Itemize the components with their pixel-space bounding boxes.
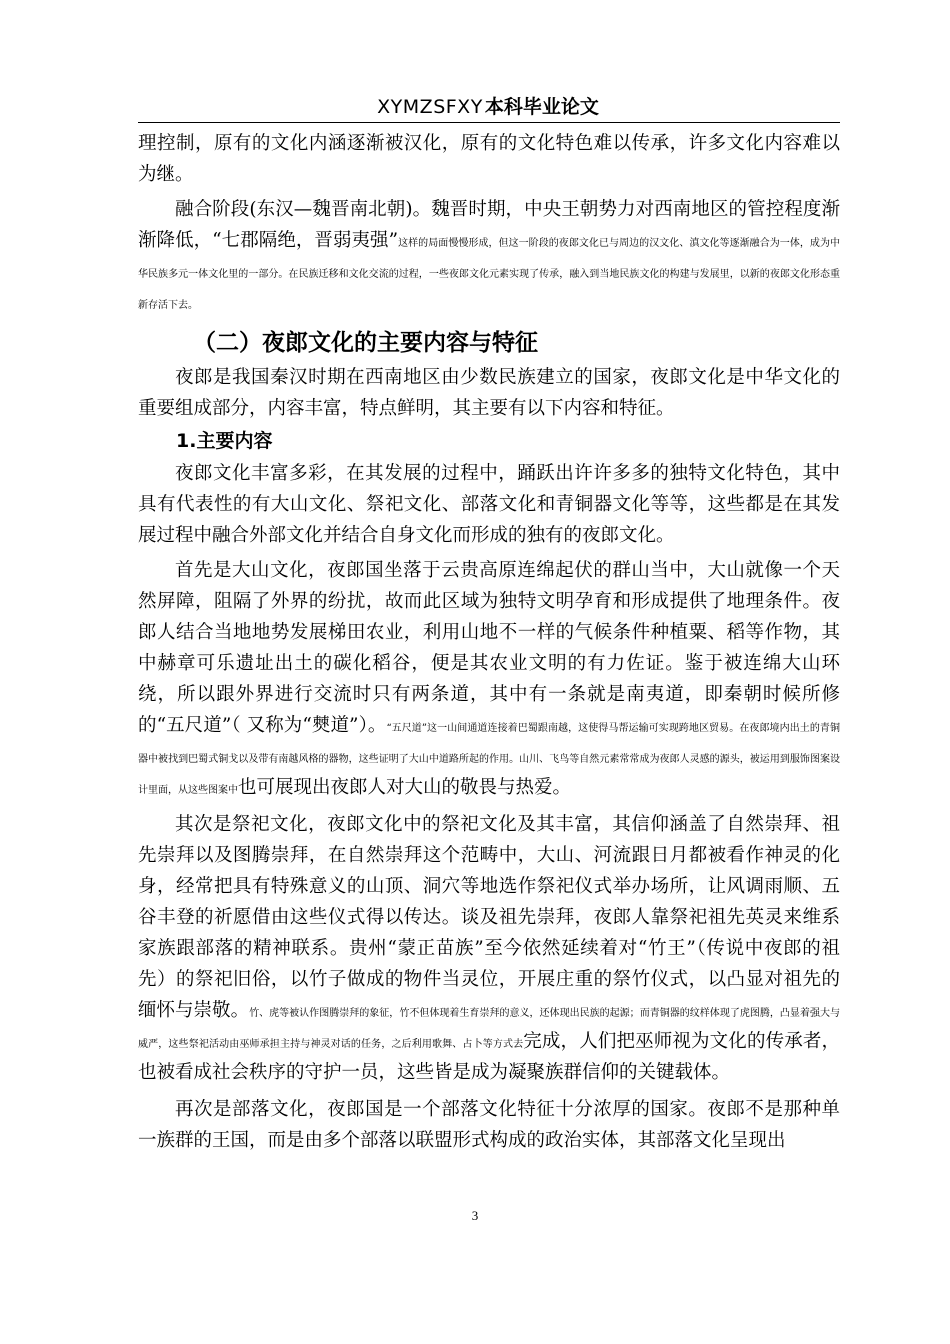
page-number: 3 bbox=[471, 1208, 479, 1223]
paragraph-sacrifice-main: 其次是祭祀文化，夜郎文化中的祭祀文化及其丰富，其信仰涵盖了自然崇拜、祖先崇拜以及图腾崇拜，在自然崇拜这个范畴中，大山、河流跟日月都被看作神灵的化身，经常把具有特殊意义的山顶、洞穴等地选作祭祀仪式举办场所，让风调雨顺、五谷丰登的祈愿借由这些仪式得以传达。谈及祖先崇拜，夜郎人靠祭祀祖先英灵来维系家族跟部落的精神联系。贵州“蒙正苗族”至今依然延续着对“竹王”（传说中夜郎的祖先）的祭祀旧俗，以竹子做成的物件当灵位，开展庄重的祭竹仪式，以凸显对祖先的缅怀与崇敬。 bbox=[138, 814, 840, 1021]
paragraph-mountain-small-text: “五尺道”这一山间通道连接着巴蜀跟南越，这使得马帮运输可实现跨地区贸易。在夜郎境内出土的青铜器中被找到巴蜀式铜戈以及带有南越风格的器物，这些证明了大山中道路所起的作用。山川、飞鸟等自然元素常常成为夜郎人灵感的源头，被运用到服饰图案设计里面，从这些图案中 bbox=[138, 723, 840, 796]
subsection-heading: 1.主要内容 bbox=[176, 430, 273, 452]
header-chinese-text: 本科毕业论文 bbox=[484, 96, 599, 118]
paragraph-fusion-stage bbox=[138, 194, 840, 318]
paragraph-sacrifice-tail: 完成，人们把巫师视为文化的传承者，也被看成社会秩序的守护一员，这些皆是成为凝聚族群信仰的关键载体。 bbox=[138, 1031, 841, 1083]
paragraph-fusion-small-text: 这样的局面慢慢形成，但这一阶段的夜郎文化已与周边的汉文化、滇文化等逐渐融合为一体，成为中华民族多元一体文化里的一部分。在民族迁移和文化交流的过程，一些夜郎文化元素实现了传承，融入到当地民族文化的构建与发展里，以新的夜郎文化形态重新存活下去。 bbox=[138, 238, 841, 311]
paragraph-sacrifice-small-text: 竹、虎等被认作图腾崇拜的象征，竹不但体现着生育崇拜的意义，还体现出民族的起源；而青铜器的纹样体现了虎图腾，凸显着强大与威严，这些祭祀活动由巫师承担主持与神灵对话的任务，之后利用歌舞、占卜等方式去 bbox=[138, 1008, 840, 1050]
paragraph-mountain-main: 首先是大山文化，夜郎国坐落于云贵高原连绵起伏的群山当中，大山就像一个天然屏障，阻隔了外界的纷扰，故而此区域为独特文明孕育和形成提供了地理条件。夜郎人结合当地地势发展梯田农业，利用山地不一样的气候条件种植粟、稻等作物，其中赫章可乐遗址出土的碳化稻谷，便是其农业文明的有力佐证。鉴于被连绵大山环绕，所以跟外界进行交流时只有两条道，其中有一条就是南夷道，即秦朝时候所修的“五尺道”（ 又称为“僰道”）。 bbox=[138, 560, 840, 736]
paragraph-tribal-culture: 再次是部落文化，夜郎国是一个部落文化特征十分浓厚的国家。夜郎不是那种单一族群的王国，而是由多个部落以联盟形式构成的政治实体，其部落文化呈现出 bbox=[138, 1099, 840, 1151]
paragraph-mountain-culture bbox=[138, 555, 840, 803]
paragraph-overview: 夜郎文化丰富多彩，在其发展的过程中，踊跃出许许多多的独特文化特色，其中具有代表性的有大山文化、祭祀文化、部落文化和青铜器文化等等，这些都是在其发展过程中融合外部文化并结合自身文化而形成的独有的夜郎文化。 bbox=[138, 463, 840, 546]
paragraph-continued: 理控制，原有的文化内涵逐渐被汉化，原有的文化特色难以传承，许多文化内容难以为继。 bbox=[138, 133, 840, 185]
body-text bbox=[138, 128, 840, 1156]
section-heading: （二）夜郎文化的主要内容与特征 bbox=[193, 330, 538, 356]
paragraph-sacrifice-culture bbox=[138, 809, 840, 1088]
header-rule bbox=[138, 122, 840, 123]
paragraph-intro: 夜郎是我国秦汉时期在西南地区由少数民族建立的国家，夜郎文化是中华文化的重要组成部分，内容丰富，特点鲜明，其主要有以下内容和特征。 bbox=[138, 367, 840, 419]
running-header bbox=[138, 93, 838, 121]
paragraph-mountain-tail: 也可展现出夜郎人对大山的敬畏与热爱。 bbox=[238, 777, 572, 798]
paragraph-fusion-main: 融合阶段(东汉—魏晋南北朝)。魏晋时期，中央王朝势力对西南地区的管控程度渐渐降低，“七郡隔绝，晋弱夷强” bbox=[138, 199, 840, 251]
header-latin-text: XYMZSFXY bbox=[377, 96, 483, 118]
